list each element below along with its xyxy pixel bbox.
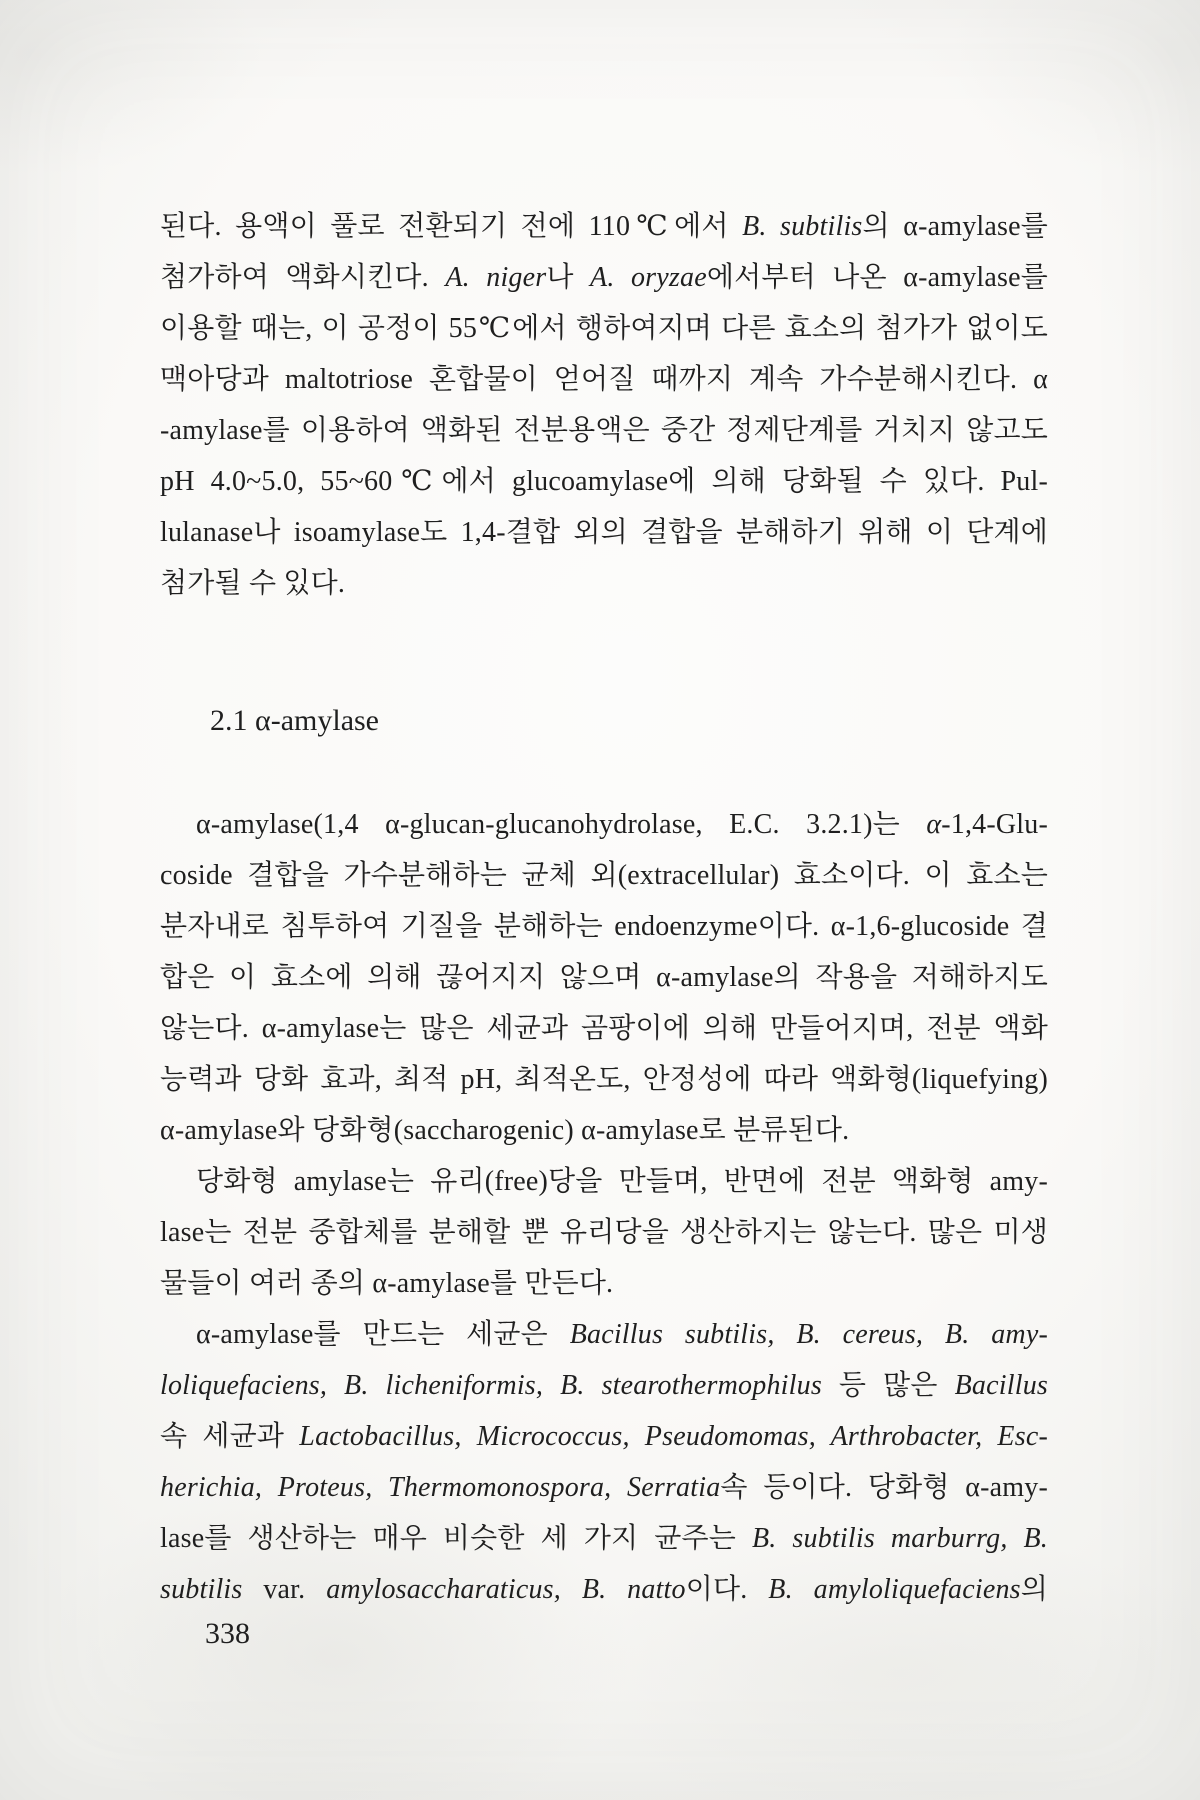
text-line <box>160 901 1048 952</box>
text-segment: 첨가될 수 있다. <box>160 568 346 599</box>
species-name-italic: A. niger <box>445 262 547 293</box>
text-segment: α-amylase를 만드는 세균은 <box>196 1319 570 1350</box>
text-segment: -1,4-Glu- <box>941 809 1048 840</box>
text-line <box>160 1207 1048 1258</box>
species-name-italic: Bacillus <box>954 1370 1048 1401</box>
paragraph-producing-bacteria <box>160 1309 1048 1615</box>
text-line <box>160 1054 1048 1105</box>
text-line <box>160 1258 1048 1309</box>
text-segment: coside 결합을 가수분해하는 균체 외(extracellular) 효소이다. 이 효소는 <box>160 860 1048 891</box>
paragraph-alpha-amylase-definition <box>160 799 1048 1156</box>
text-segment: α-amylase와 당화형(saccharogenic) α-amylase로 분류된다. <box>160 1115 850 1146</box>
text-segment: lase를 생산하는 매우 비슷한 세 가지 균주는 <box>160 1523 752 1554</box>
text-segment: 맥아당과 maltotriose 혼합물이 얻어질 때까지 계속 가수분해시킨다. α <box>160 364 1048 395</box>
text-line <box>160 799 1048 850</box>
species-name-italic: B. amyloliquefaciens <box>768 1574 1021 1605</box>
text-segment: 나 <box>546 262 591 293</box>
text-segment: 의 <box>1020 1574 1048 1605</box>
section-heading: 2.1 α-amylase <box>210 704 379 737</box>
text-line <box>160 952 1048 1003</box>
text-segment: 속 세균과 <box>160 1421 300 1452</box>
species-name-italic: Lactobacillus, Micrococcus, Pseudomomas, Arthrobacter, Esc- <box>299 1421 1048 1452</box>
text-segment: 의 α-amylase를 <box>862 211 1048 242</box>
text-segment: lase는 전분 중합체를 분해할 뿐 유리당을 생산하지는 않는다. 많은 미생 <box>160 1217 1048 1248</box>
text-segment: 된다. 용액이 풀로 전환되기 전에 110℃에서 <box>160 211 743 242</box>
text-line <box>160 1105 1048 1156</box>
text-segment: 능력과 당화 효과, 최적 pH, 최적온도, 안정성에 따라 액화형(liquefying) <box>160 1064 1048 1095</box>
text-segment: 이다. <box>685 1574 769 1605</box>
text-segment: 첨가하여 액화시킨다. <box>160 262 446 293</box>
text-segment: var. <box>242 1574 327 1605</box>
text-segment: 물들이 여러 종의 α-amylase를 만든다. <box>160 1268 614 1299</box>
text-segment: α-amylase(1,4 α-glucan-glucanohydrolase, E.C. 3.2.1)는 <box>196 809 927 840</box>
text-line <box>160 507 1048 558</box>
text-segment: 분자내로 침투하여 기질을 분해하는 endoenzyme이다. α-1,6-glucoside 결 <box>160 911 1048 942</box>
species-name-italic: herichia, Proteus, Thermomonospora, Serratia <box>160 1472 721 1503</box>
text-line <box>160 850 1048 901</box>
text-line <box>160 354 1048 405</box>
text-line <box>160 1003 1048 1054</box>
species-name-italic: A. oryzae <box>590 262 707 293</box>
species-name-italic: loliquefaciens, B. licheniformis, B. stearothermophilus <box>160 1370 822 1401</box>
species-name-italic: Bacillus subtilis, B. cereus, B. amy- <box>569 1319 1048 1350</box>
species-name-italic: B. subtilis <box>742 211 863 242</box>
species-name-italic: amylosaccharaticus, B. natto <box>326 1574 686 1605</box>
text-line <box>160 1564 1048 1615</box>
paragraph-saccharogenic-vs-liquefying <box>160 1156 1048 1309</box>
text-segment: 등 많은 <box>821 1370 955 1401</box>
species-name-italic: B. subtilis marburrg, B. <box>751 1523 1048 1554</box>
text-line <box>160 456 1048 507</box>
text-segment: 속 등이다. 당화형 α-amy- <box>720 1472 1048 1503</box>
text-line <box>160 405 1048 456</box>
species-name-italic: α <box>926 809 942 840</box>
text-segment: 에서부터 나온 α-amylase를 <box>706 262 1048 293</box>
text-segment: -amylase를 이용하여 액화된 전분용액은 중간 정제단계를 거치지 않고도 <box>160 415 1048 446</box>
species-name-italic: subtilis <box>160 1574 243 1605</box>
paragraph-liquefaction-process <box>160 201 1048 609</box>
text-segment: 당화형 amylase는 유리(free)당을 만들며, 반면에 전분 액화형 amy- <box>196 1166 1048 1197</box>
text-line <box>160 558 1048 609</box>
text-line <box>160 1309 1048 1360</box>
text-line <box>160 303 1048 354</box>
text-segment: 않는다. α-amylase는 많은 세균과 곰팡이에 의해 만들어지며, 전분 액화 <box>160 1013 1048 1044</box>
text-segment: 이용할 때는, 이 공정이 55℃에서 행하여지며 다른 효소의 첨가가 없이도 <box>160 313 1048 344</box>
text-line <box>160 1513 1048 1564</box>
text-segment: pH 4.0~5.0, 55~60℃에서 glucoamylase에 의해 당화될 수 있다. Pul- <box>160 466 1048 497</box>
text-line <box>160 1462 1048 1513</box>
page-number: 338 <box>205 1617 250 1650</box>
text-segment: 합은 이 효소에 의해 끊어지지 않으며 α-amylase의 작용을 저해하지도 <box>160 962 1048 993</box>
text-line <box>160 1411 1048 1462</box>
text-line <box>160 201 1048 252</box>
text-line <box>160 1156 1048 1207</box>
text-line <box>160 252 1048 303</box>
text-segment: lulanase나 isoamylase도 1,4-결합 외의 결합을 분해하기 위해 이 단계에 <box>160 517 1048 548</box>
text-line <box>160 1360 1048 1411</box>
